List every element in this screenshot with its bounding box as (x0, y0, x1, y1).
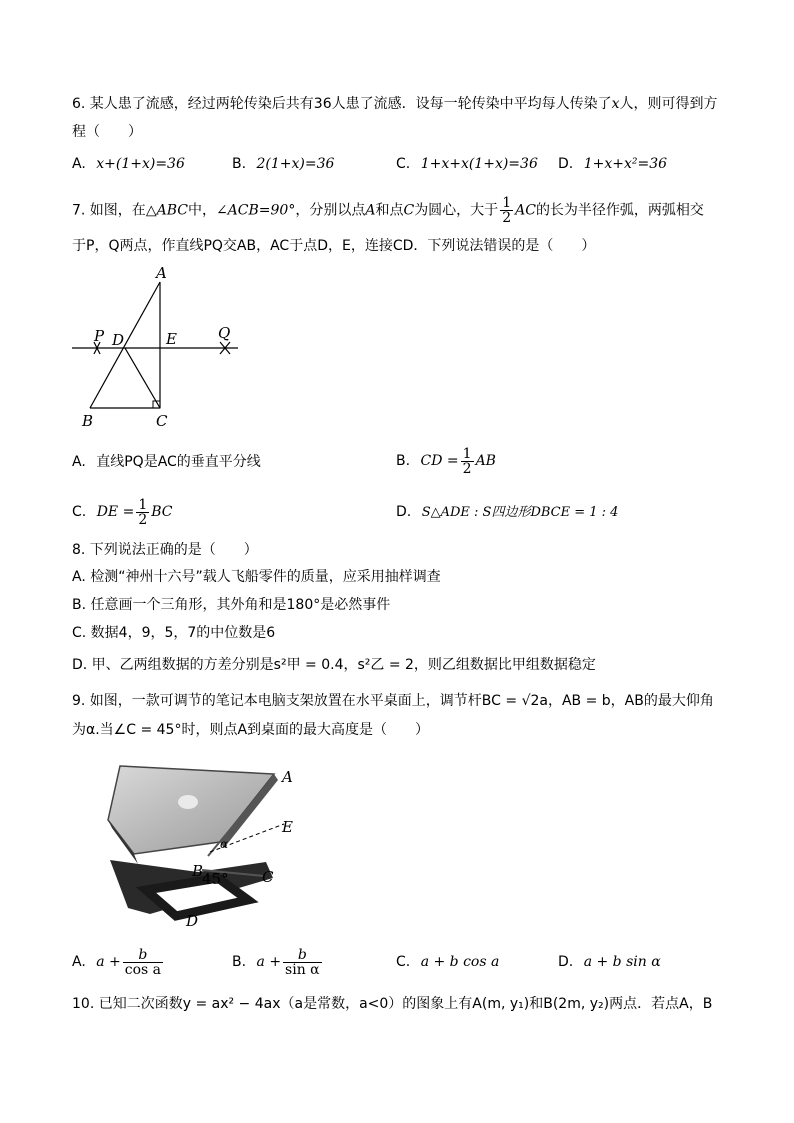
q9-option-d[interactable]: D. a + b sin α (558, 954, 661, 970)
label-d: D (186, 912, 199, 930)
label-q: Q (218, 324, 231, 342)
q7-option-c[interactable]: C. DE = $\frac{1}{2}$ BC (72, 496, 173, 528)
q6-stem-line1: 6. 某人患了流感，经过两轮传染后共有36人患了流感．设每一轮传染中平均每人传染了x人，则可得到方 (72, 96, 718, 112)
q7-option-b[interactable]: B. CD = $\frac{1}{2}$ AB (396, 445, 496, 477)
label-b: B (192, 862, 204, 880)
q9-option-b[interactable]: B. a + $\frac{b}{\text{sin α}}$ (232, 946, 320, 978)
q6-option-d[interactable]: D. 1+x+x²=36 (558, 156, 668, 172)
q7-option-d[interactable]: D. S△ADE : S四边形DBCE = 1 : 4 (396, 504, 619, 520)
q10-stem: 10. 已知二次函数y = ax² − 4ax（a是常数，a<0）的图象上有A(m, y₁)和B(2m, y₂)两点．若点A，B (72, 996, 713, 1012)
q7-triangle-figure (68, 262, 248, 432)
label-angle: 45° (202, 870, 229, 888)
q8-stem: 8. 下列说法正确的是（ ） (72, 542, 258, 558)
q7-stem-line1: 7. 如图，在△ABC中，∠ACB=90°，分别以点A和点C为圆心，大于 $\frac{1}{2}$ AC的长为半径作弧，两弧相交 (72, 195, 704, 226)
q7-option-a[interactable]: A. 直线PQ是AC的垂直平分线 (72, 454, 261, 470)
q7-stem-line2: 于P，Q两点，作直线PQ交AB，AC于点D，E，连接CD．下列说法错误的是（ ） (72, 238, 596, 254)
q9-option-a[interactable]: A. a + $\frac{b}{\text{cos a}}$ (72, 946, 162, 978)
label-d: D (112, 331, 125, 349)
label-c: C (156, 412, 168, 430)
q6-option-a[interactable]: A. x+(1+x)=36 (72, 156, 185, 172)
q6-stem-line2: 程（ ） (72, 124, 142, 140)
label-c: C (262, 868, 274, 886)
q7-half-fraction: $\frac{1}{2}$ (502, 195, 512, 226)
label-a: A (156, 264, 167, 282)
q8-option-d[interactable]: D. 甲、乙两组数据的方差分别是s²甲 = 0.4，s²乙 = 2，则乙组数据比甲组数据稳定 (72, 657, 596, 673)
q8-option-c[interactable]: C. 数据4，9，5，7的中位数是6 (72, 625, 276, 641)
q8-option-b[interactable]: B. 任意画一个三角形，其外角和是180°是必然事件 (72, 597, 391, 613)
label-e: E (282, 818, 293, 836)
q8-option-a[interactable]: A. 检测“神州十六号”载人飞船零件的质量，应采用抽样调查 (72, 569, 441, 585)
q6-option-b[interactable]: B. 2(1+x)=36 (232, 156, 335, 172)
q9-option-c[interactable]: C. a + b cos a (396, 954, 500, 970)
q9-stem-line1: 9. 如图，一款可调节的笔记本电脑支架放置在水平桌面上，调节杆BC = √2a，AB = b，AB的最大仰角 (72, 693, 714, 709)
label-p: P (94, 327, 105, 345)
q9-laptop-stand-figure (98, 760, 308, 932)
label-a: A (282, 768, 293, 786)
label-alpha: α (220, 837, 229, 851)
q9-stem-line2: 为α.当∠C = 45°时，则点A到桌面的最大高度是（ ） (72, 722, 430, 738)
label-e: E (166, 330, 177, 348)
label-b: B (82, 412, 94, 430)
q6-option-c[interactable]: C. 1+x+x(1+x)=36 (396, 156, 538, 172)
